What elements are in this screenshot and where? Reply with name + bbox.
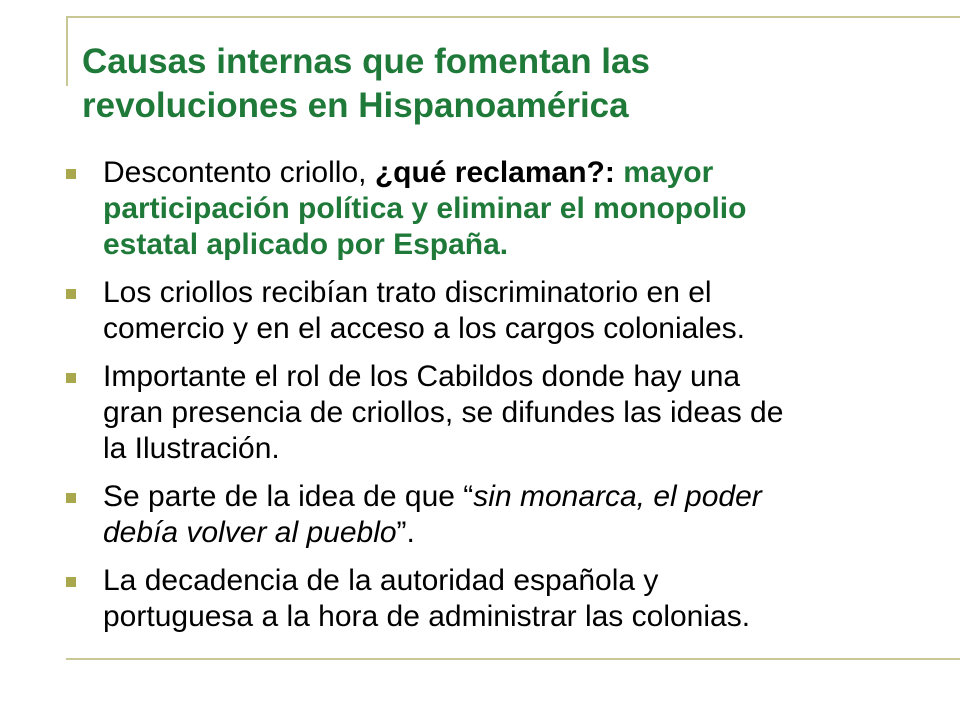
bullet-item-decadencia xyxy=(66,563,960,635)
bullet-answer: mayor xyxy=(614,156,714,189)
bullet-text xyxy=(103,155,960,263)
bullet-line-1: Importante el rol de los Cabildos donde hay una xyxy=(103,360,741,393)
slide-title xyxy=(82,40,942,128)
square-bullet-icon xyxy=(66,577,76,587)
square-bullet-icon xyxy=(66,373,76,383)
bullet-tail: ”. xyxy=(396,516,415,549)
bullet-list xyxy=(66,155,960,647)
bullet-line-3: la Ilustración. xyxy=(103,432,280,465)
square-bullet-icon xyxy=(66,289,76,299)
bullet-line-1: Los criollos recibían trato discriminatorio en el xyxy=(103,276,712,309)
bullet-text xyxy=(103,275,960,347)
bullet-line-1 xyxy=(103,479,960,515)
bullet-line-2: gran presencia de criollos, se difundes las ideas de xyxy=(103,396,784,429)
frame-bottom-rule xyxy=(66,658,960,660)
slide-title-line-2: revoluciones en Hispanoamérica xyxy=(82,86,629,125)
slide-title-line-1: Causas internas que fomentan las xyxy=(82,42,650,81)
bullet-item-descontento xyxy=(66,155,960,263)
bullet-lead: Descontento criollo, xyxy=(103,156,375,189)
square-bullet-icon xyxy=(66,493,76,503)
bullet-quote-2: debía volver al pueblo xyxy=(103,516,397,549)
frame-left-rule xyxy=(66,16,68,86)
bullet-item-cabildos xyxy=(66,359,960,467)
bullet-item-criollos xyxy=(66,275,960,347)
bullet-item-monarca xyxy=(66,479,960,551)
bullet-quote-1: sin monarca, el poder xyxy=(473,480,762,513)
bullet-text xyxy=(103,563,960,635)
bullet-line-1: La decadencia de la autoridad española y xyxy=(103,564,659,597)
bullet-line xyxy=(103,155,960,191)
square-bullet-icon xyxy=(66,169,76,179)
frame-top-rule xyxy=(66,16,960,18)
bullet-text xyxy=(103,479,960,551)
bullet-line-2 xyxy=(103,515,960,551)
bullet-text xyxy=(103,359,960,467)
bullet-line-2: comercio y en el acceso a los cargos coloniales. xyxy=(103,312,745,345)
bullet-answer-line-2: participación política y eliminar el monopolio xyxy=(103,192,747,225)
bullet-lead: Se parte de la idea de que “ xyxy=(103,480,474,513)
bullet-line-2: portuguesa a la hora de administrar las colonias. xyxy=(103,600,751,633)
bullet-question: ¿qué reclaman?: xyxy=(374,156,615,189)
bullet-answer-line-3: estatal aplicado por España. xyxy=(103,228,509,261)
